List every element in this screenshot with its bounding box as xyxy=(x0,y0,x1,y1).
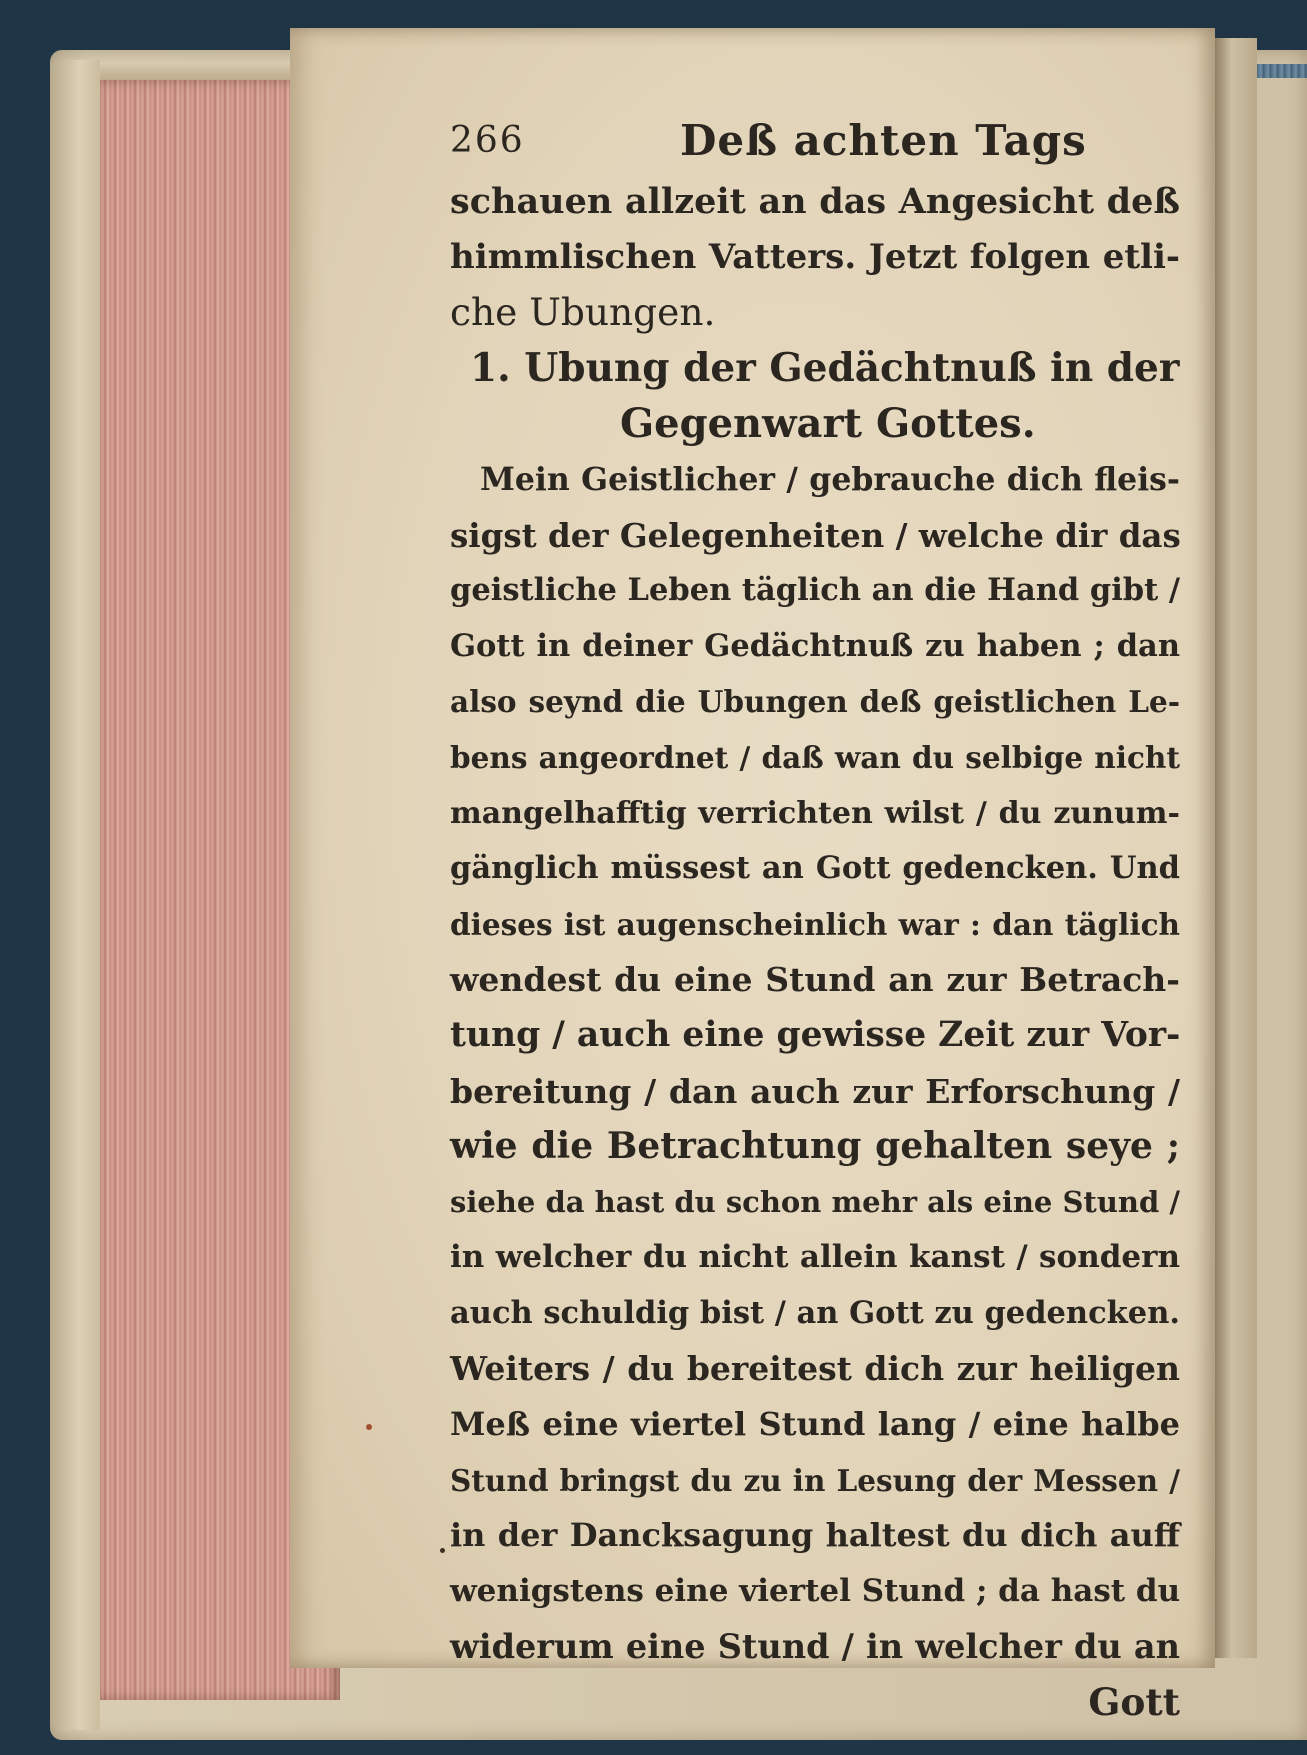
text-line: schauen allzeit an das Angesicht deß xyxy=(450,181,1180,222)
book-cover-edge xyxy=(50,60,100,1730)
text-line: wie die Betrachtung gehalten seye ; xyxy=(450,1125,1180,1168)
text-line: mangelhafftig verrichten wilst / du zunum- xyxy=(450,795,1180,831)
text-line: also seynd die Ubungen deß geistlichen Le- xyxy=(450,684,1180,720)
text-line: bereitung / dan auch zur Erforschung / xyxy=(450,1071,1180,1111)
page-header xyxy=(450,110,1180,174)
text-line: siehe da hast du schon mehr als eine Stund / xyxy=(450,1184,1180,1219)
text-line: dieses ist augenscheinlich war : dan täglich xyxy=(450,906,1180,942)
text-line: Meß eine viertel Stund lang / eine halbe xyxy=(450,1405,1180,1444)
text-line: in der Dancksagung haltest du dich auff xyxy=(450,1516,1180,1555)
text-line: in welcher du nicht allein kanst / sondern xyxy=(450,1239,1180,1276)
text-line: Weiters / du bereitest dich zur heiligen xyxy=(450,1349,1180,1389)
text-line: Gott in deiner Gedächtnuß zu haben ; dan xyxy=(450,627,1180,664)
text-line: sigst der Gelegenheiten / welche dir das xyxy=(450,515,1181,555)
text-line: wenigstens eine viertel Stund ; da hast du xyxy=(450,1572,1181,1609)
text-line: gänglich müssest an Gott gedencken. Und xyxy=(450,850,1180,887)
page-text xyxy=(450,110,1180,1731)
ink-speck xyxy=(366,1424,372,1430)
text-line: che Ubungen. xyxy=(450,290,716,335)
text-line: widerum eine Stund / in welcher du an xyxy=(450,1627,1180,1667)
text-line: himmlischen Vatters. Jetzt folgen etli- xyxy=(450,236,1180,277)
catchword: Gott xyxy=(1088,1680,1180,1725)
text-line: Mein Geistlicher / gebrauche dich fleis- xyxy=(480,460,1180,498)
text-line: auch schuldig bist / an Gott zu gedencken. xyxy=(450,1294,1180,1331)
running-head: Deß achten Tags xyxy=(680,116,1087,165)
catchword-line xyxy=(450,1675,1180,1731)
text-line: Stund bringst du zu in Lesung der Messen / xyxy=(450,1462,1180,1498)
section-heading: Gegenwart Gottes. xyxy=(620,400,1036,448)
section-heading: 1. Ubung der Gedächtnuß in der xyxy=(470,344,1180,391)
ink-speck xyxy=(440,1548,445,1553)
page-gutter xyxy=(1215,38,1257,1658)
text-line: geistliche Leben täglich an die Hand gibt / xyxy=(450,572,1180,609)
page-number: 266 xyxy=(450,120,525,161)
text-line: tung / auch eine gewisse Zeit zur Vor- xyxy=(450,1014,1181,1055)
text-line: bens angeordnet / daß wan du selbige nicht xyxy=(450,739,1180,775)
text-line: wendest du eine Stund an zur Betrach- xyxy=(450,960,1180,1000)
